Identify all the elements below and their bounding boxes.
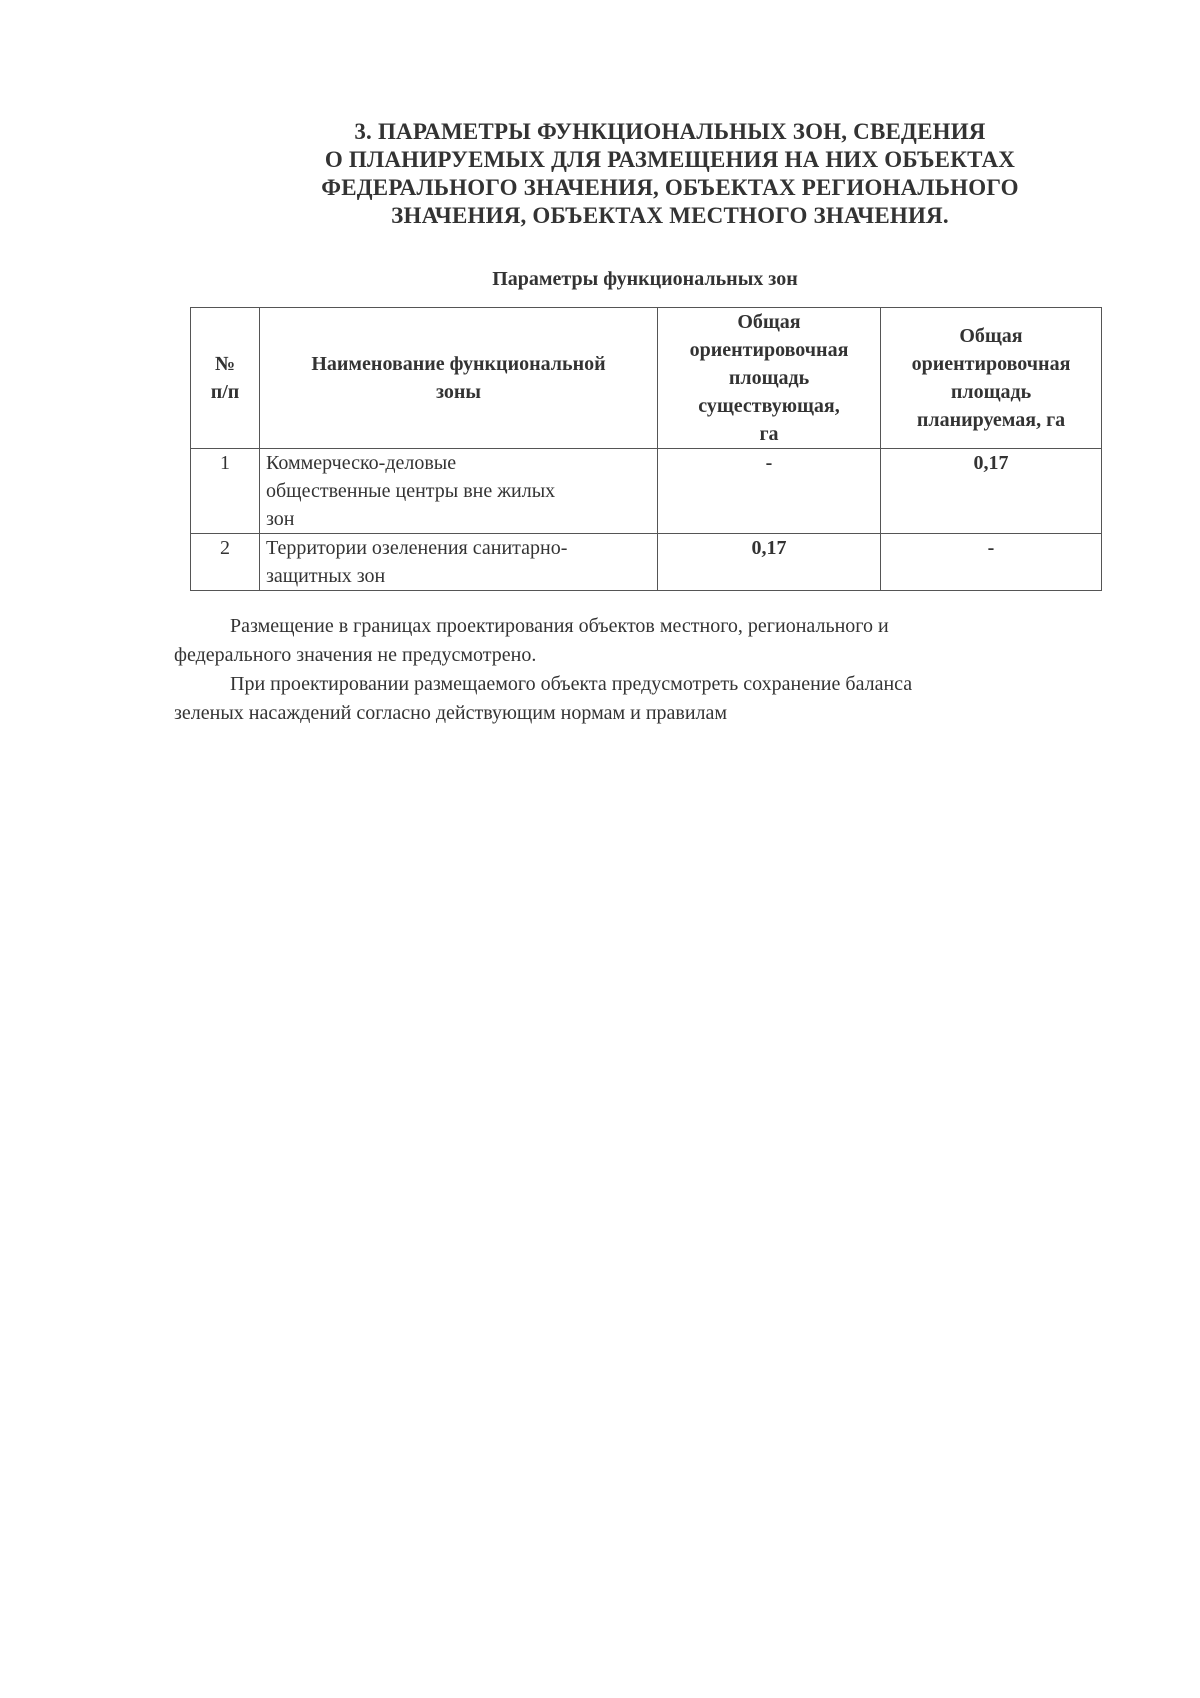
paragraph-green-balance xyxy=(174,670,1074,728)
header-text: Общая xyxy=(737,311,801,333)
header-text: планируемая, га xyxy=(916,409,1066,431)
header-number xyxy=(191,308,260,449)
paragraph-placement xyxy=(174,612,1074,670)
header-text: площадь xyxy=(728,367,810,389)
header-text: га xyxy=(759,423,779,445)
paragraph-line: федерального значения не предусмотрено. xyxy=(174,644,537,666)
heading-line: ЗНАЧЕНИЯ, ОБЪЕКТАХ МЕСТНОГО ЗНАЧЕНИЯ. xyxy=(391,203,949,228)
existing-area-value: 0,17 xyxy=(658,534,881,591)
zone-name-line: Территории озеленения санитарно- xyxy=(266,537,568,559)
table-row xyxy=(191,449,1102,534)
header-text: площадь xyxy=(950,381,1032,403)
planned-area-value: - xyxy=(881,534,1102,591)
table-header-row xyxy=(191,308,1102,449)
header-text: Наименование функциональной xyxy=(311,353,606,375)
zone-name xyxy=(260,534,658,591)
existing-area-value: - xyxy=(658,449,881,534)
planned-area-value: 0,17 xyxy=(881,449,1102,534)
heading-line: ФЕДЕРАЛЬНОГО ЗНАЧЕНИЯ, ОБЪЕКТАХ РЕГИОНАЛЬНОГО xyxy=(321,175,1019,200)
header-text: № xyxy=(214,353,236,375)
header-text: ориентировочная xyxy=(689,339,849,361)
table-title: Параметры функциональных зон xyxy=(492,268,798,290)
zone-name-line: защитных зон xyxy=(266,565,386,587)
table-row xyxy=(191,534,1102,591)
row-number: 2 xyxy=(191,534,260,591)
zone-name-line: Коммерческо-деловые xyxy=(266,452,457,474)
heading-line: 3. ПАРАМЕТРЫ ФУНКЦИОНАЛЬНЫХ ЗОН, СВЕДЕНИЯ xyxy=(354,119,986,144)
header-text: зоны xyxy=(435,381,482,403)
header-existing-area xyxy=(658,308,881,449)
header-text: п/п xyxy=(210,381,240,403)
paragraph-line: При проектировании размещаемого объекта предусмотреть сохранение баланса xyxy=(230,673,913,695)
header-text: ориентировочная xyxy=(911,353,1071,375)
zone-name-line: зон xyxy=(266,508,295,530)
zone-name-line: общественные центры вне жилых xyxy=(266,480,556,502)
header-zone-name xyxy=(260,308,658,449)
paragraph-line: зеленых насаждений согласно действующим нормам и правилам xyxy=(174,702,728,724)
zone-name xyxy=(260,449,658,534)
header-text: Общая xyxy=(959,325,1023,347)
row-number: 1 xyxy=(191,449,260,534)
header-planned-area xyxy=(881,308,1102,449)
paragraph-line: Размещение в границах проектирования объектов местного, регионального и xyxy=(230,615,889,637)
heading-line: О ПЛАНИРУЕМЫХ ДЛЯ РАЗМЕЩЕНИЯ НА НИХ ОБЪЕКТАХ xyxy=(324,147,1016,172)
section-heading xyxy=(240,118,1100,230)
header-text: существующая, xyxy=(698,395,840,417)
functional-zones-table xyxy=(190,307,1102,591)
